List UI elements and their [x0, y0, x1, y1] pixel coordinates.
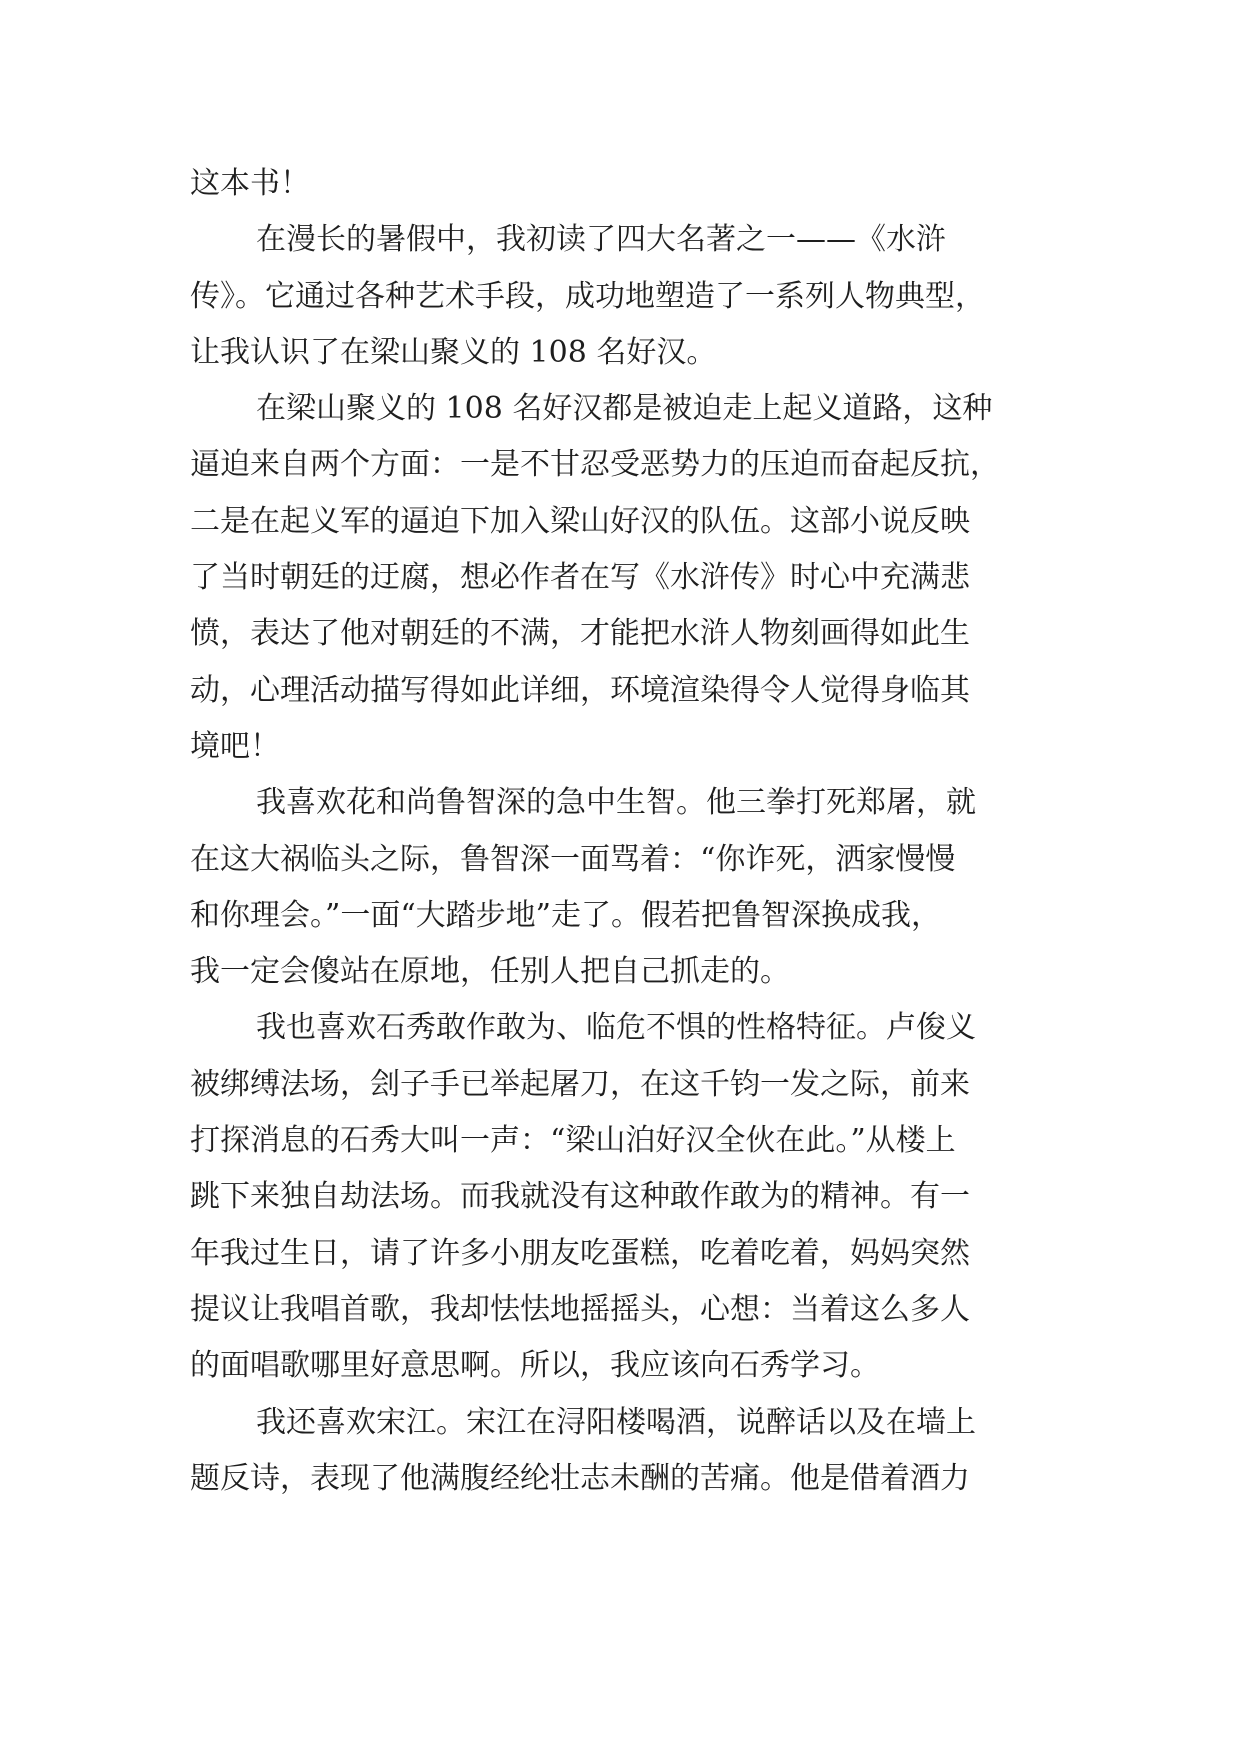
text-line: 在这大祸临头之际，鲁智深一面骂着：“你诈死，洒家慢慢 — [190, 841, 956, 877]
body-text — [190, 156, 1070, 1507]
text-line: 题反诗，表现了他满腹经纶壮志未酬的苦痛。他是借着酒力 — [190, 1460, 970, 1496]
text-line: 传》。它通过各种艺术手段，成功地塑造了一系列人物典型， — [190, 278, 985, 314]
text-line: 和你理会。”一面“大踏步地”走了。假若把鲁智深换成我， — [190, 897, 942, 933]
text-line: 被绑缚法场，刽子手已举起屠刀，在这千钧一发之际，前来 — [190, 1066, 970, 1102]
text-line: 境吧！ — [190, 728, 280, 764]
text-line: 让我认识了在梁山聚义的 108 名好汉。 — [190, 334, 717, 370]
text-line: 了当时朝廷的迂腐，想必作者在写《水浒传》时心中充满悲 — [190, 560, 970, 596]
text-line: 二是在起义军的逼迫下加入梁山好汉的队伍。这部小说反映 — [190, 503, 970, 539]
text-line: 动，心理活动描写得如此详细，环境渲染得令人觉得身临其 — [190, 672, 970, 708]
paragraph-first-line: 在梁山聚义的 108 名好汉都是被迫走上起义道路，这种 — [256, 391, 993, 427]
text-line: 我一定会傻站在原地，任别人把自己抓走的。 — [190, 954, 790, 990]
text-line: 打探消息的石秀大叫一声：“梁山泊好汉全伙在此。”从楼上 — [190, 1123, 956, 1159]
text-line: 愤，表达了他对朝廷的不满，才能把水浒人物刻画得如此生 — [190, 616, 970, 652]
text-line: 逼迫来自两个方面：一是不甘忍受恶势力的压迫而奋起反抗， — [190, 447, 1000, 483]
paragraph-first-line: 我喜欢花和尚鲁智深的急中生智。他三拳打死郑屠，就 — [256, 785, 976, 821]
text-line: 跳下来独自劫法场。而我就没有这种敢作敢为的精神。有一 — [190, 1179, 970, 1215]
text-line: 提议让我唱首歌，我却怯怯地摇摇头，心想：当着这么多人 — [190, 1291, 970, 1327]
text-line: 的面唱歌哪里好意思啊。所以，我应该向石秀学习。 — [190, 1348, 880, 1384]
text-line: 年我过生日，请了许多小朋友吃蛋糕，吃着吃着，妈妈突然 — [190, 1235, 970, 1271]
paragraph-first-line: 在漫长的暑假中，我初读了四大名著之一——《水浒 — [256, 222, 946, 258]
paragraph-first-line: 我还喜欢宋江。宋江在浔阳楼喝酒，说醉话以及在墙上 — [256, 1404, 976, 1440]
text-line: 这本书！ — [190, 166, 310, 201]
paragraph-first-line: 我也喜欢石秀敢作敢为、临危不惧的性格特征。卢俊义 — [256, 1010, 976, 1046]
